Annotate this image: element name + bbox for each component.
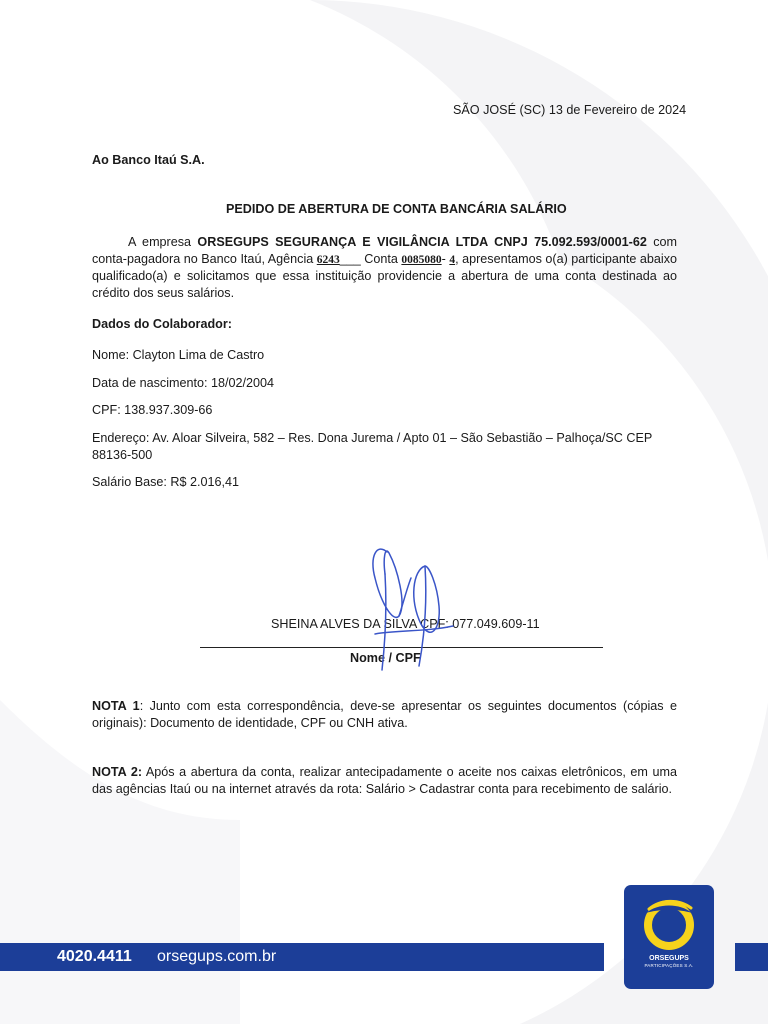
intro-text-c: , apresentamos o(a) participante abaixo qualificado(a) e solicitamos que essa instituição providencie a abertura de uma conta destinada ao crédito dos seus salários. [92, 251, 678, 300]
logo-subtitle: PARTICIPAÇÕES S.A. [644, 963, 694, 968]
document-title: PEDIDO DE ABERTURA DE CONTA BANCÁRIA SALÁRIO [226, 202, 567, 216]
conta-label: Conta [360, 251, 402, 266]
orsegups-logo [624, 885, 714, 989]
note-1-label: NOTA 1 [92, 699, 140, 713]
footer-band-end [735, 943, 768, 971]
note-1 [92, 698, 677, 731]
intro-paragraph [92, 234, 677, 301]
intro-text-b: com conta-pagadora no Banco Itaú, Agência [92, 235, 677, 266]
recipient: Ao Banco Itaú S.A. [92, 153, 205, 167]
conta-separator: - [441, 251, 450, 266]
agencia-blank: ___ [339, 251, 361, 266]
employee-birth-date: Data de nascimento: 18/02/2004 [92, 376, 275, 390]
logo-name: ORSEGUPS [649, 955, 689, 962]
employee-name: Nome: Clayton Lima de Castro [92, 348, 265, 362]
company-name: ORSEGUPS SEGURANÇA E VIGILÂNCIA LTDA CNPJ 75.092.593/0001-62 [197, 235, 647, 249]
signer-name-cpf: SHEINA ALVES DA SILVA CPF: 077.049.609-11 [271, 617, 540, 631]
note-2-text: Após a abertura da conta, realizar antecipadamente o aceite nos caixas eletrônicos, em uma das agências Itaú ou na internet através da rota: Salário > Cadastrar conta para recebimento de salário. [92, 765, 677, 796]
handwritten-signature [355, 538, 465, 678]
employee-section-title: Dados do Colaborador: [92, 317, 232, 331]
ring-logo-icon [636, 895, 702, 953]
footer-phone: 4020.4411 [57, 948, 132, 965]
employee-cpf: CPF: 138.937.309-66 [92, 403, 213, 417]
conta-digit: 4 [449, 253, 456, 266]
employee-address: Endereço: Av. Aloar Silveira, 582 – Res. Dona Jurema / Apto 01 – São Sebastião – Palhoça/SC CEP 88136-500 [92, 431, 653, 462]
agencia-number: 6243 [316, 253, 340, 266]
employee-salary: Salário Base: R$ 2.016,41 [92, 475, 240, 489]
conta-number: 0085080 [401, 253, 442, 266]
intro-text-a: A empresa [128, 235, 198, 249]
note-2 [92, 764, 677, 797]
note-2-label: NOTA 2: [92, 765, 143, 779]
signature-caption: Nome / CPF [350, 651, 421, 665]
footer-website-link[interactable]: orsegups.com.br [157, 948, 277, 965]
place-and-date: SÃO JOSÉ (SC) 13 de Fevereiro de 2024 [453, 103, 687, 117]
note-1-text: : Junto com esta correspondência, deve-se apresentar os seguintes documentos (cópias e originais): Documento de identidade, CPF ou CNH ativa. [92, 699, 678, 730]
